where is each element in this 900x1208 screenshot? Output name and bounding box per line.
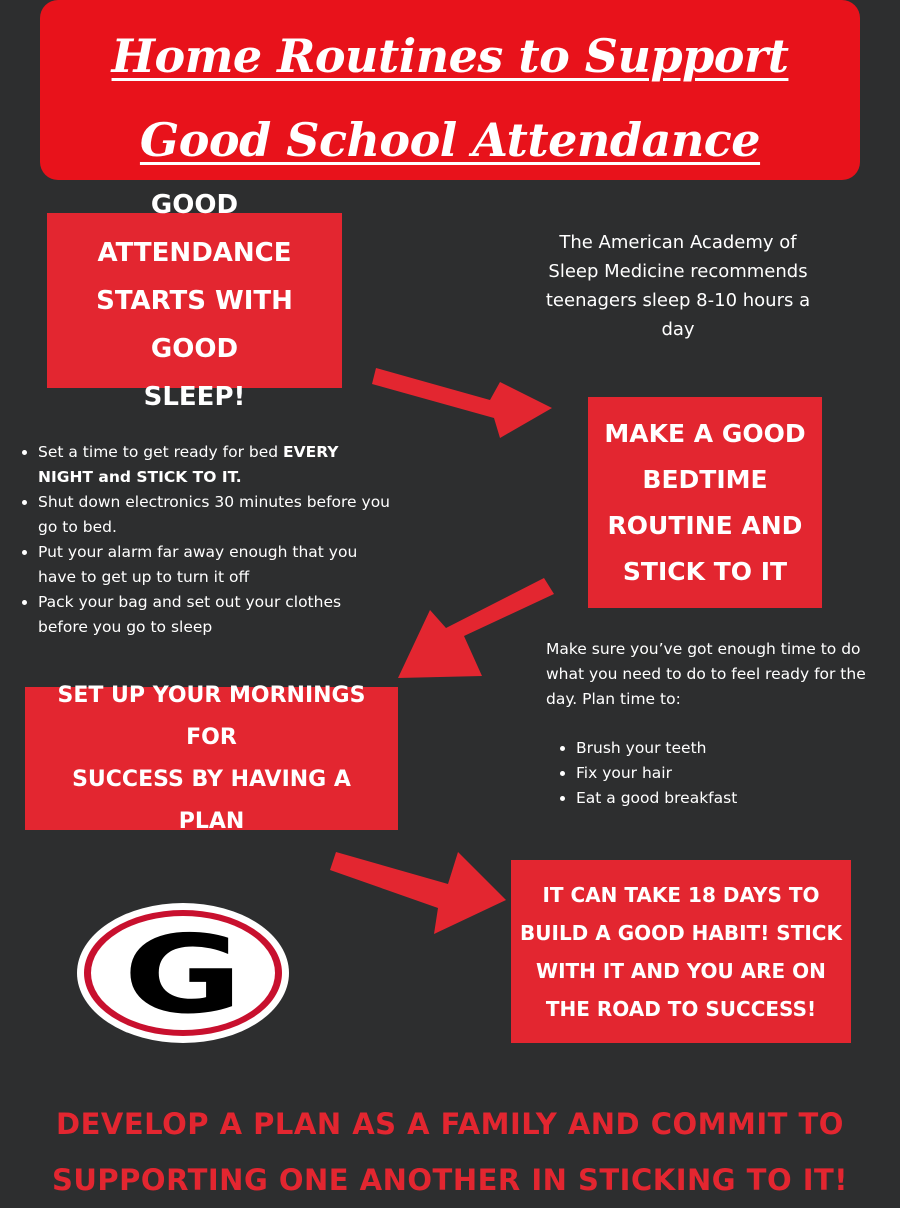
bedtime-line-1: MAKE A GOOD — [604, 418, 806, 448]
title-line-1: Home Routines to Support — [111, 29, 789, 83]
list-item: • Eat a good breakfast — [576, 786, 876, 811]
mornings-line-2: SUCCESS BY HAVING A — [72, 766, 351, 792]
habit-line-3: WITH IT AND YOU ARE ON — [536, 958, 826, 983]
family-plan-message — [0, 1096, 900, 1208]
habit-line-2: BUILD A GOOD HABIT! STICK — [520, 920, 842, 945]
morning-plan-intro: Make sure you’ve got enough time to do what you need to do to feel ready for the day. Plan time to: — [546, 640, 866, 708]
sleep-callout-line-3: SLEEP! — [143, 381, 246, 412]
sleep-callout-line-2: STARTS WITH GOOD — [96, 285, 293, 364]
footer-line-2: SUPPORTING ONE ANOTHER IN STICKING TO IT! — [51, 1163, 848, 1197]
bedtime-line-3: ROUTINE AND — [607, 510, 803, 540]
aasm-line-1: The American Academy of — [559, 232, 797, 253]
habit-line-1: IT CAN TAKE 18 DAYS TO — [542, 882, 820, 907]
bedtime-line-2: BEDTIME — [642, 464, 768, 494]
tip-1-text: Set a time to get ready for bed — [38, 443, 284, 461]
mornings-line-3: PLAN — [178, 808, 245, 834]
aasm-line-3: teenagers sleep 8-10 hours a — [545, 290, 811, 311]
list-item: • Brush your teeth — [576, 736, 876, 761]
tip-1-emphasis: EVERY NIGHT and STICK TO IT. — [38, 443, 339, 486]
habit-line-4: THE ROAD TO SUCCESS! — [545, 996, 817, 1021]
list-item: • Shut down electronics 30 minutes before you go to bed. — [38, 490, 390, 540]
mornings-line-1: SET UP YOUR MORNINGS FOR — [57, 682, 366, 750]
list-item: • Pack your bag and set out your clothes before you go to sleep — [38, 590, 390, 640]
sleep-callout-line-1: GOOD ATTENDANCE — [97, 189, 292, 268]
footer-line-1: DEVELOP A PLAN AS A FAMILY AND COMMIT TO — [56, 1107, 844, 1141]
aasm-line-2: Sleep Medicine recommends — [548, 261, 808, 282]
list-item: • Put your alarm far away enough that you have to get up to turn it off — [38, 540, 390, 590]
logo-letter: G — [123, 912, 243, 1039]
list-item: • Fix your hair — [576, 761, 876, 786]
bedtime-line-4: STICK TO IT — [622, 556, 788, 586]
aasm-line-4: day — [661, 319, 695, 340]
title-line-2: Good School Attendance — [139, 113, 761, 167]
